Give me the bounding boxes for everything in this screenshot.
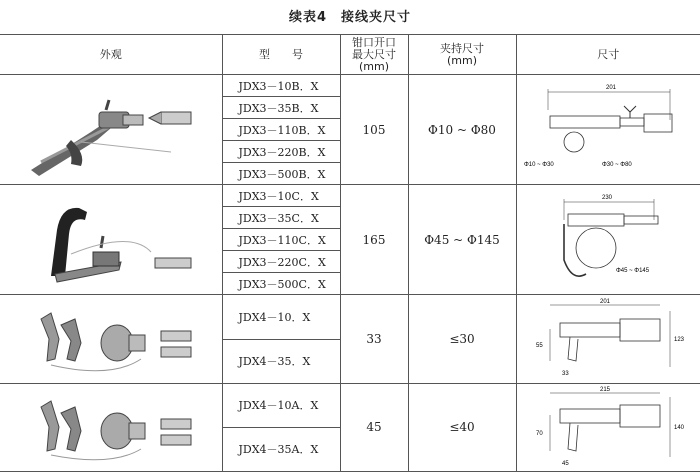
model-cell: JDX4－35A．X: [222, 427, 340, 471]
model-cell: JDX4－10．X: [222, 295, 340, 339]
clamp-photo-jdx4-a: [0, 383, 222, 471]
jaw-opening-value: 33: [340, 295, 408, 383]
header-appearance: 外观: [0, 35, 222, 75]
model-cell: JDX3－110C．X: [222, 229, 340, 251]
dim-height-label: 123: [674, 337, 685, 344]
clamp-range-value: ≤30: [408, 295, 516, 383]
dim-width-label: 230: [602, 194, 613, 201]
dim-width-label: 201: [600, 299, 611, 306]
dimension-drawing-jdx3-c: [516, 185, 700, 295]
clamp-range-value: Φ45 ~ Φ145: [408, 185, 516, 295]
dim-width-label: 215: [600, 387, 611, 394]
model-cell: JDX3－500C．X: [222, 273, 340, 295]
model-cell: JDX4－35．X: [222, 339, 340, 383]
jaw-opening-value: 165: [340, 185, 408, 295]
dimension-drawing-jdx4-a: [516, 383, 700, 471]
model-cell: JDX3－35C．X: [222, 207, 340, 229]
model-cell: JDX3－220C．X: [222, 251, 340, 273]
model-cell: JDX3－10C．X: [222, 185, 340, 207]
dim-height-label: 140: [674, 425, 685, 432]
clamp-range-value: Φ10 ~ Φ80: [408, 75, 516, 185]
model-cell: JDX4－10A．X: [222, 383, 340, 427]
dim-range-b-label: Φ30 ~ Φ80: [602, 161, 633, 168]
dimension-drawing-jdx3-b: [516, 75, 700, 185]
header-clamp-range: 夹持尺寸 (mm): [408, 35, 516, 75]
dim-range-label: Φ45 ~ Φ145: [616, 267, 650, 274]
dim-jaw-width-label: 45: [562, 461, 569, 468]
clamp-photo-jdx3-c: [0, 185, 222, 295]
model-cell: JDX3－500B．X: [222, 163, 340, 185]
header-model: 型 号: [222, 35, 340, 75]
dim-width-label: 201: [606, 84, 617, 91]
dim-range-a-label: Φ10 ~ Φ30: [524, 161, 555, 168]
header-jaw-opening: 钳口开口 最大尺寸 (mm): [340, 35, 408, 75]
dimension-drawing-jdx4: [516, 295, 700, 383]
model-cell: JDX3－220B．X: [222, 141, 340, 163]
clamp-photo-jdx4: [0, 295, 222, 383]
model-cell: JDX3－35B．X: [222, 97, 340, 119]
dim-jaw-width-label: 33: [562, 371, 569, 378]
dim-jaw-height-label: 55: [536, 343, 543, 350]
jaw-opening-value: 105: [340, 75, 408, 185]
model-cell: JDX3－10B．X: [222, 75, 340, 97]
jaw-opening-value: 45: [340, 383, 408, 471]
clamp-dimension-table: [0, 34, 700, 472]
clamp-photo-jdx3-b: [0, 75, 222, 185]
dim-jaw-height-label: 70: [536, 431, 543, 438]
header-dimensions: 尺寸: [516, 35, 700, 75]
model-cell: JDX3－110B．X: [222, 119, 340, 141]
clamp-range-value: ≤40: [408, 383, 516, 471]
table-caption: 续表4 接线夹尺寸: [288, 10, 412, 25]
